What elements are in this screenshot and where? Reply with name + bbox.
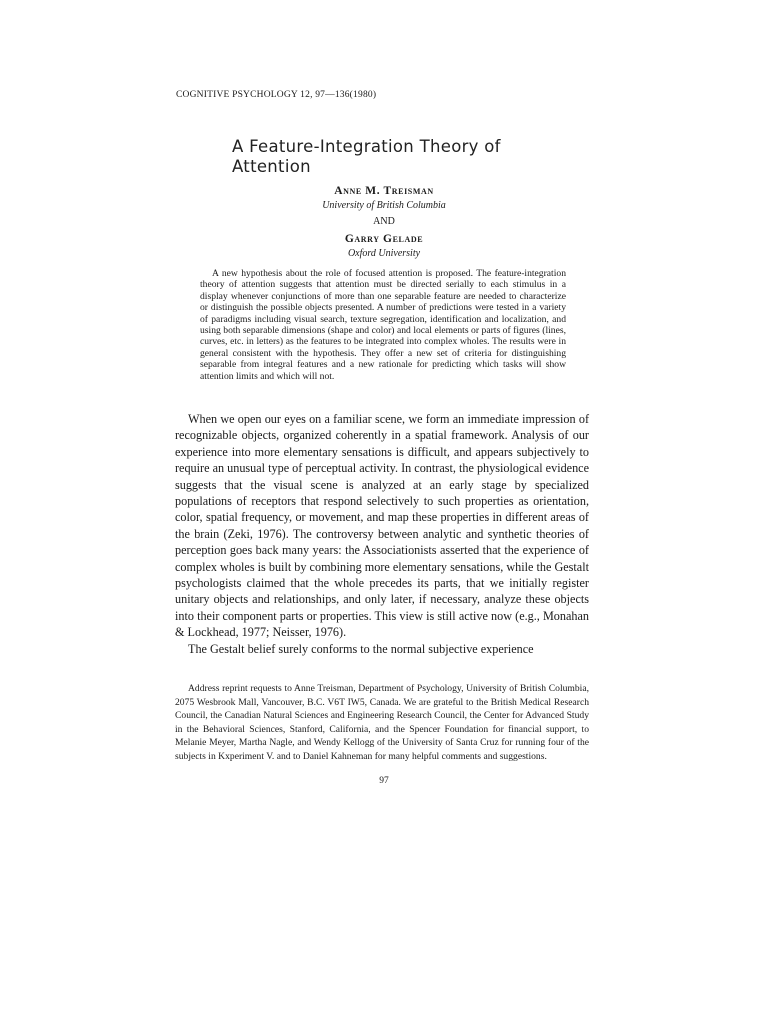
footnote-text: Address reprint requests to Anne Treisman, Department of Psychology, University of British Columbia, 2075 Wesbrook Mall, Vancouver, B.C. V6T IW5, Canada. We are grateful to the British Medical Research Council, the Canadian Natural Sciences and Engineering Research Council, the Center for Advanced Study in the Behavioral Sciences, Stanford, California, and the Spencer Foundation for financial support, to Melanie Meyer, Martha Nagle, and Wendy Kellogg of the University of Santa Cruz for running four of the subjects in Kxperiment V. and to Daniel Kahneman for many helpful comments and suggestions. xyxy=(175,683,589,762)
journal-reference: COGNITIVE PSYCHOLOGY 12, 97—136(1980) xyxy=(176,90,377,100)
paper-title: A Feature-Integration Theory of Attention xyxy=(232,137,501,176)
abstract-text: A new hypothesis about the role of focused attention is proposed. The feature-integration theory of attention suggests that attention must be directed serially to each stimulus in a display whenever conjunctions of more than one separable feature are needed to characterize or distinguish the possible objects presented. A number of predictions were tested in a variety of paradigms including visual search, texture segregation, identification and localization, and using both separable dimensions (shape and color) and local elements or parts of figures (lines, curves, etc. in letters) as the features to be integrated into complex wholes. The results were in general consistent with the hypothesis. They offer a new set of criteria for distinguishing separable from integral features and a new rationale for predicting which tasks will show attention limits and which will not. xyxy=(200,268,566,382)
body-paragraph: When we open our eyes on a familiar scene, we form an immediate impression of recognizable objects, organized coherently in a spatial framework. Analysis of our experience into more elementary sensations is difficult, and appears subjectively to require an unusual type of perceptual activity. In contrast, the physiological evidence suggests that the visual scene is analyzed at an early stage by specialized populations of receptors that respond selectively to such properties as orientation, color, spatial frequency, or movement, and map these properties in different areas of the brain (Zeki, 1976). The controversy between analytic and synthetic theories of perception goes back many years: the Associationists asserted that the experience of complex wholes is built by combining more elementary sensations, while the Gestalt psychologists claimed that the whole precedes its parts, that we initially register unitary objects and relationships, and only later, if necessary, analyze these objects into their component parts or properties. This view is still active now (e.g., Monahan & Lockhead, 1977; Neisser, 1976). xyxy=(175,412,589,640)
abstract xyxy=(200,268,566,382)
page-number: 97 xyxy=(379,776,389,786)
coauthor-affiliation: Oxford University xyxy=(347,248,421,259)
author-affiliation: University of British Columbia xyxy=(322,200,446,211)
author-separator: AND xyxy=(373,216,395,227)
footnote xyxy=(175,682,589,764)
body-text xyxy=(175,411,589,657)
coauthor-name: Garry Gelade xyxy=(344,233,424,245)
author-name: Anne M. Treisman xyxy=(334,185,434,197)
body-paragraph: The Gestalt belief surely conforms to the normal subjective experience xyxy=(188,641,534,656)
